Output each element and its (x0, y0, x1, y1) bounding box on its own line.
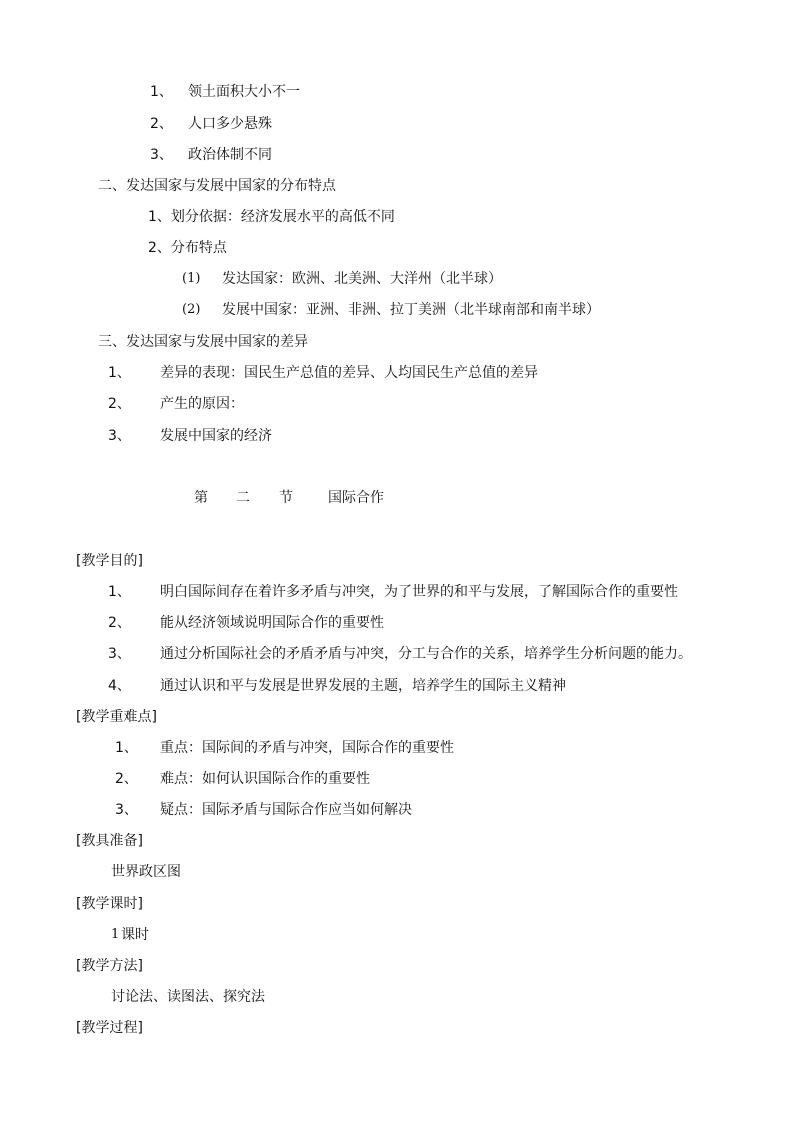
list-item: 人口多少悬殊 (188, 116, 272, 132)
list-item: 通过分析国际社会的矛盾矛盾与冲突，分工与合作的关系，培养学生分析问题的能力。 (160, 646, 692, 662)
list-item: 发展中国家的经济 (160, 428, 272, 444)
list-item: 产生的原因： (160, 396, 244, 412)
list-number: 3、 (108, 428, 131, 444)
list-number: 2、 (150, 116, 173, 132)
lesson-title-name: 国际合作 (328, 490, 384, 506)
list-number: 1、 (108, 365, 131, 381)
list-number: (2) (182, 302, 201, 317)
lesson-title-part: 二 (236, 490, 250, 506)
list-number: (1) (182, 271, 201, 286)
list-item: 领土面积大小不一 (188, 84, 300, 100)
list-number: 2、 (115, 771, 138, 787)
list-number: 2、 (108, 396, 131, 412)
list-number: 1、 (108, 584, 131, 600)
section-label: [教学课时] (76, 896, 143, 912)
list-number: 2、 (108, 615, 131, 631)
list-item: 发展中国家：亚洲、非洲、拉丁美洲（北半球南部和南半球） (222, 302, 600, 318)
list-number: 3、 (108, 646, 131, 662)
lesson-title-part: 第 (194, 490, 208, 506)
list-item: 重点：国际间的矛盾与冲突，国际合作的重要性 (160, 740, 454, 756)
list-item: 差异的表现：国民生产总值的差异、人均国民生产总值的差异 (160, 365, 538, 381)
list-item: 通过认识和平与发展是世界发展的主题，培养学生的国际主义精神 (160, 678, 566, 694)
section-heading: 二、发达国家与发展中国家的分布特点 (98, 178, 336, 194)
list-number: 3、 (115, 802, 138, 818)
lesson-title-part: 节 (279, 490, 293, 506)
section-label: [教学重难点] (76, 709, 157, 725)
section-heading: 三、发达国家与发展中国家的差异 (98, 334, 308, 350)
section-label: [教学方法] (76, 958, 143, 974)
list-item: 明白国际间存在着许多矛盾与冲突，为了世界的和平与发展，了解国际合作的重要性 (160, 584, 678, 600)
list-item: 能从经济领域说明国际合作的重要性 (160, 615, 384, 631)
section-text: 课时 (121, 927, 149, 943)
list-number: 4、 (108, 678, 131, 694)
list-item: 2、分布特点 (148, 240, 227, 256)
section-label: [教学过程] (76, 1020, 143, 1036)
section-text: 讨论法、读图法、探究法 (111, 989, 265, 1005)
list-item: 发达国家：欧洲、北美洲、大洋州（北半球） (222, 271, 502, 287)
list-number: 1、 (115, 740, 138, 756)
list-item: 政治体制不同 (188, 147, 272, 163)
section-label: [教具准备] (76, 833, 143, 849)
list-item: 疑点：国际矛盾与国际合作应当如何解决 (160, 802, 412, 818)
list-number: 3、 (150, 147, 173, 163)
list-item: 难点：如何认识国际合作的重要性 (160, 771, 370, 787)
section-text: 世界政区图 (111, 864, 181, 880)
section-label: [教学目的] (76, 553, 143, 569)
list-item: 1、划分依据：经济发展水平的高低不同 (148, 209, 395, 225)
hours-number: 1 (111, 927, 120, 942)
list-number: 1、 (150, 84, 173, 100)
